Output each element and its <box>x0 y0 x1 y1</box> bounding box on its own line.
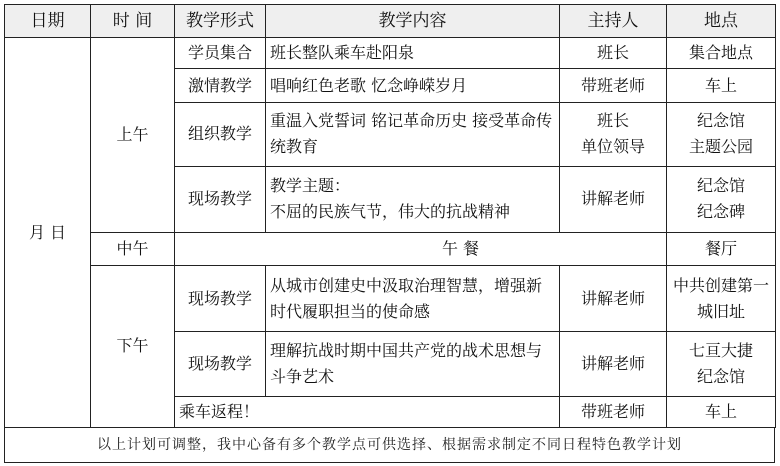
form-cell: 现场教学 <box>175 265 266 332</box>
place-cell <box>667 167 776 232</box>
place-line: 纪念馆 <box>696 111 745 131</box>
noon-row <box>5 232 776 265</box>
footer-note: 以上计划可调整，我中心备有多个教学点可供选择、根据需求制定不同日程特色教学计划 <box>4 428 775 463</box>
period-noon: 中午 <box>91 232 175 265</box>
return-content: 乘车返程！ <box>175 396 560 427</box>
noon-content-text: 午 餐 <box>441 238 480 258</box>
content-cell: 唱响红色老歌 忆念峥嵘岁月 <box>266 69 560 102</box>
host-cell: 带班老师 <box>560 396 667 427</box>
content-cell: 从城市创建史中汲取治理智慧，增强新时代履职担当的使命感 <box>266 265 560 332</box>
host-cell <box>560 102 667 166</box>
header-content: 教学内容 <box>266 5 560 38</box>
form-cell: 学员集合 <box>175 38 266 69</box>
period-morning: 上午 <box>91 38 175 232</box>
content-cell: 理解抗战时期中国共产党的战术思想与斗争艺术 <box>266 332 560 396</box>
host-cell: 班长 <box>560 38 667 69</box>
place-cell <box>667 102 776 166</box>
schedule-table <box>4 4 776 428</box>
content-cell <box>266 167 560 232</box>
place-cell <box>667 332 776 396</box>
host-cell: 讲解老师 <box>560 265 667 332</box>
host-line: 班长 <box>596 111 629 131</box>
header-date: 日期 <box>5 5 91 38</box>
form-cell: 现场教学 <box>175 167 266 232</box>
place-cell: 集合地点 <box>667 38 776 69</box>
header-host: 主持人 <box>560 5 667 38</box>
place-cell: 餐厅 <box>667 232 776 265</box>
host-line: 单位领导 <box>580 137 645 157</box>
form-cell: 组织教学 <box>175 102 266 166</box>
form-cell: 激情教学 <box>175 69 266 102</box>
table-row <box>5 265 776 332</box>
place-cell: 车上 <box>667 396 776 427</box>
place-cell: 中共创建第一城旧址 <box>667 265 776 332</box>
date-cell: 月 日 <box>5 38 91 428</box>
host-cell: 带班老师 <box>560 69 667 102</box>
content-cell: 重温入党誓词 铭记革命历史 接受革命传统教育 <box>266 102 560 166</box>
place-line: 七亘大捷 <box>688 341 753 361</box>
form-cell: 现场教学 <box>175 332 266 396</box>
content-line: 教学主题： <box>270 176 351 196</box>
table-row <box>5 38 776 69</box>
place-line: 纪念馆 <box>696 367 745 387</box>
host-cell: 讲解老师 <box>560 332 667 396</box>
header-row <box>5 5 776 38</box>
header-time: 时 间 <box>91 5 175 38</box>
place-line: 主题公园 <box>688 137 753 157</box>
place-cell: 车上 <box>667 69 776 102</box>
header-form: 教学形式 <box>175 5 266 38</box>
place-line: 纪念碑 <box>696 202 745 222</box>
header-place: 地点 <box>667 5 776 38</box>
place-line: 纪念馆 <box>696 176 745 196</box>
noon-content <box>175 232 667 265</box>
period-afternoon: 下午 <box>91 265 175 427</box>
content-cell: 班长整队乘车赴阳泉 <box>266 38 560 69</box>
host-cell: 讲解老师 <box>560 167 667 232</box>
content-line: 不屈的民族气节，伟大的抗战精神 <box>270 202 511 222</box>
